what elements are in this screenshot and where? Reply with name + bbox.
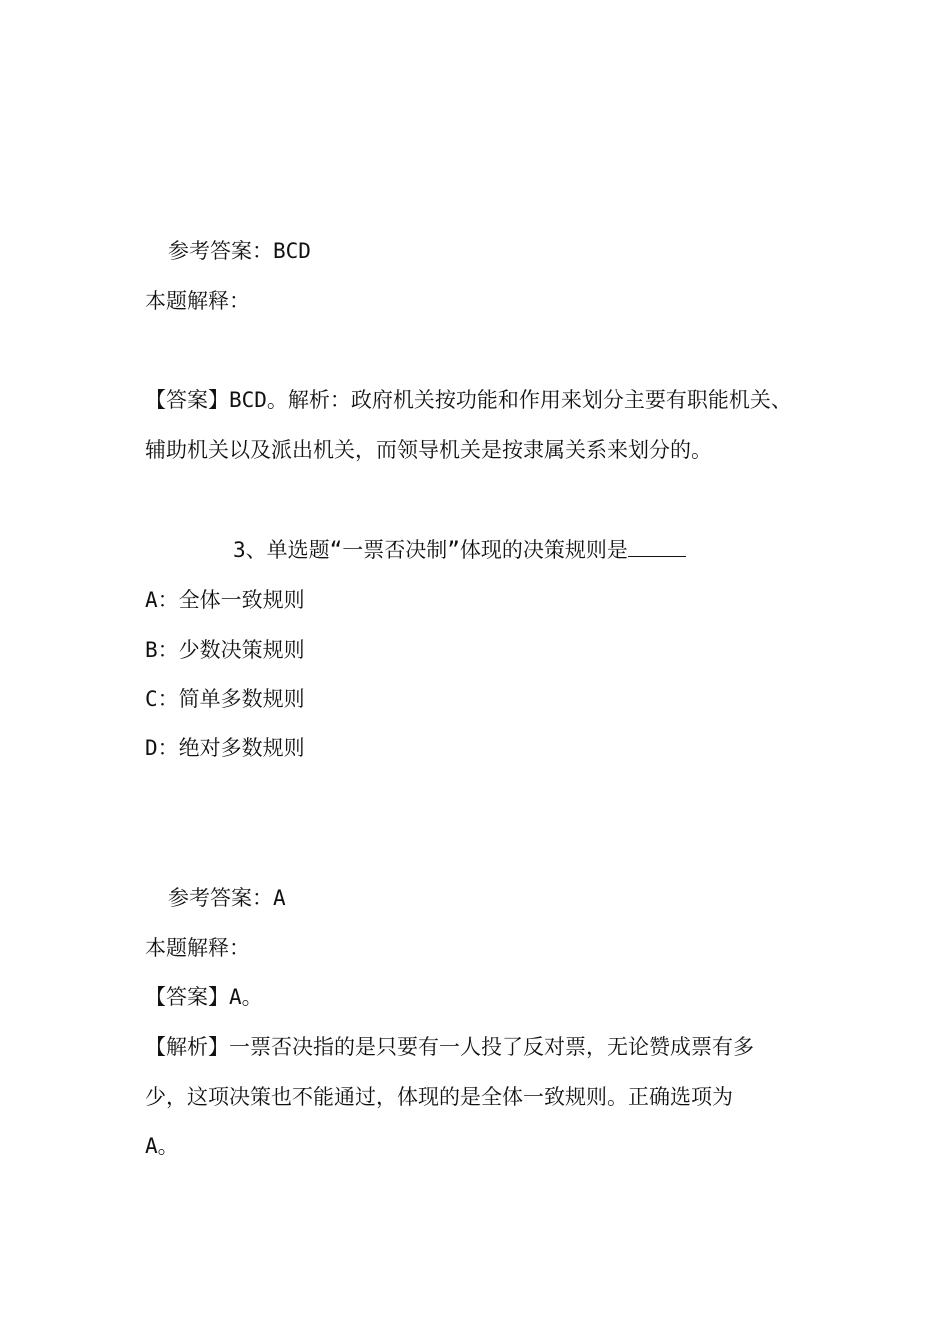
explanation-line: 【答案】A。 xyxy=(145,985,263,1009)
explain-label-q2: 本题解释： xyxy=(145,289,250,313)
explanation-line: A。 xyxy=(145,1134,179,1158)
option-b: B：少数决策规则 xyxy=(145,638,305,662)
answer-line-q3: 参考答案：A xyxy=(168,886,286,910)
answer-line-q2: 参考答案：BCD xyxy=(168,239,311,263)
option-c: C：简单多数规则 xyxy=(145,687,305,711)
explain-label-q3: 本题解释： xyxy=(145,936,250,960)
explanation-line: 【解析】一票否决指的是只要有一人投了反对票，无论赞成票有多 xyxy=(145,1035,754,1059)
explanation-line: 【答案】BCD。解析：政府机关按功能和作用来划分主要有职能机关、 xyxy=(145,388,792,412)
option-a: A：全体一致规则 xyxy=(145,588,305,612)
explanation-line: 少，这项决策也不能通过，体现的是全体一致规则。正确选项为 xyxy=(145,1085,733,1109)
answer-blank xyxy=(628,538,686,557)
option-d: D：绝对多数规则 xyxy=(145,736,305,760)
explanation-line: 辅助机关以及派出机关，而领导机关是按隶属关系来划分的。 xyxy=(145,438,712,462)
question-text: 3、单选题“一票否决制”体现的决策规则是 xyxy=(233,538,628,562)
question-3 xyxy=(233,536,686,564)
